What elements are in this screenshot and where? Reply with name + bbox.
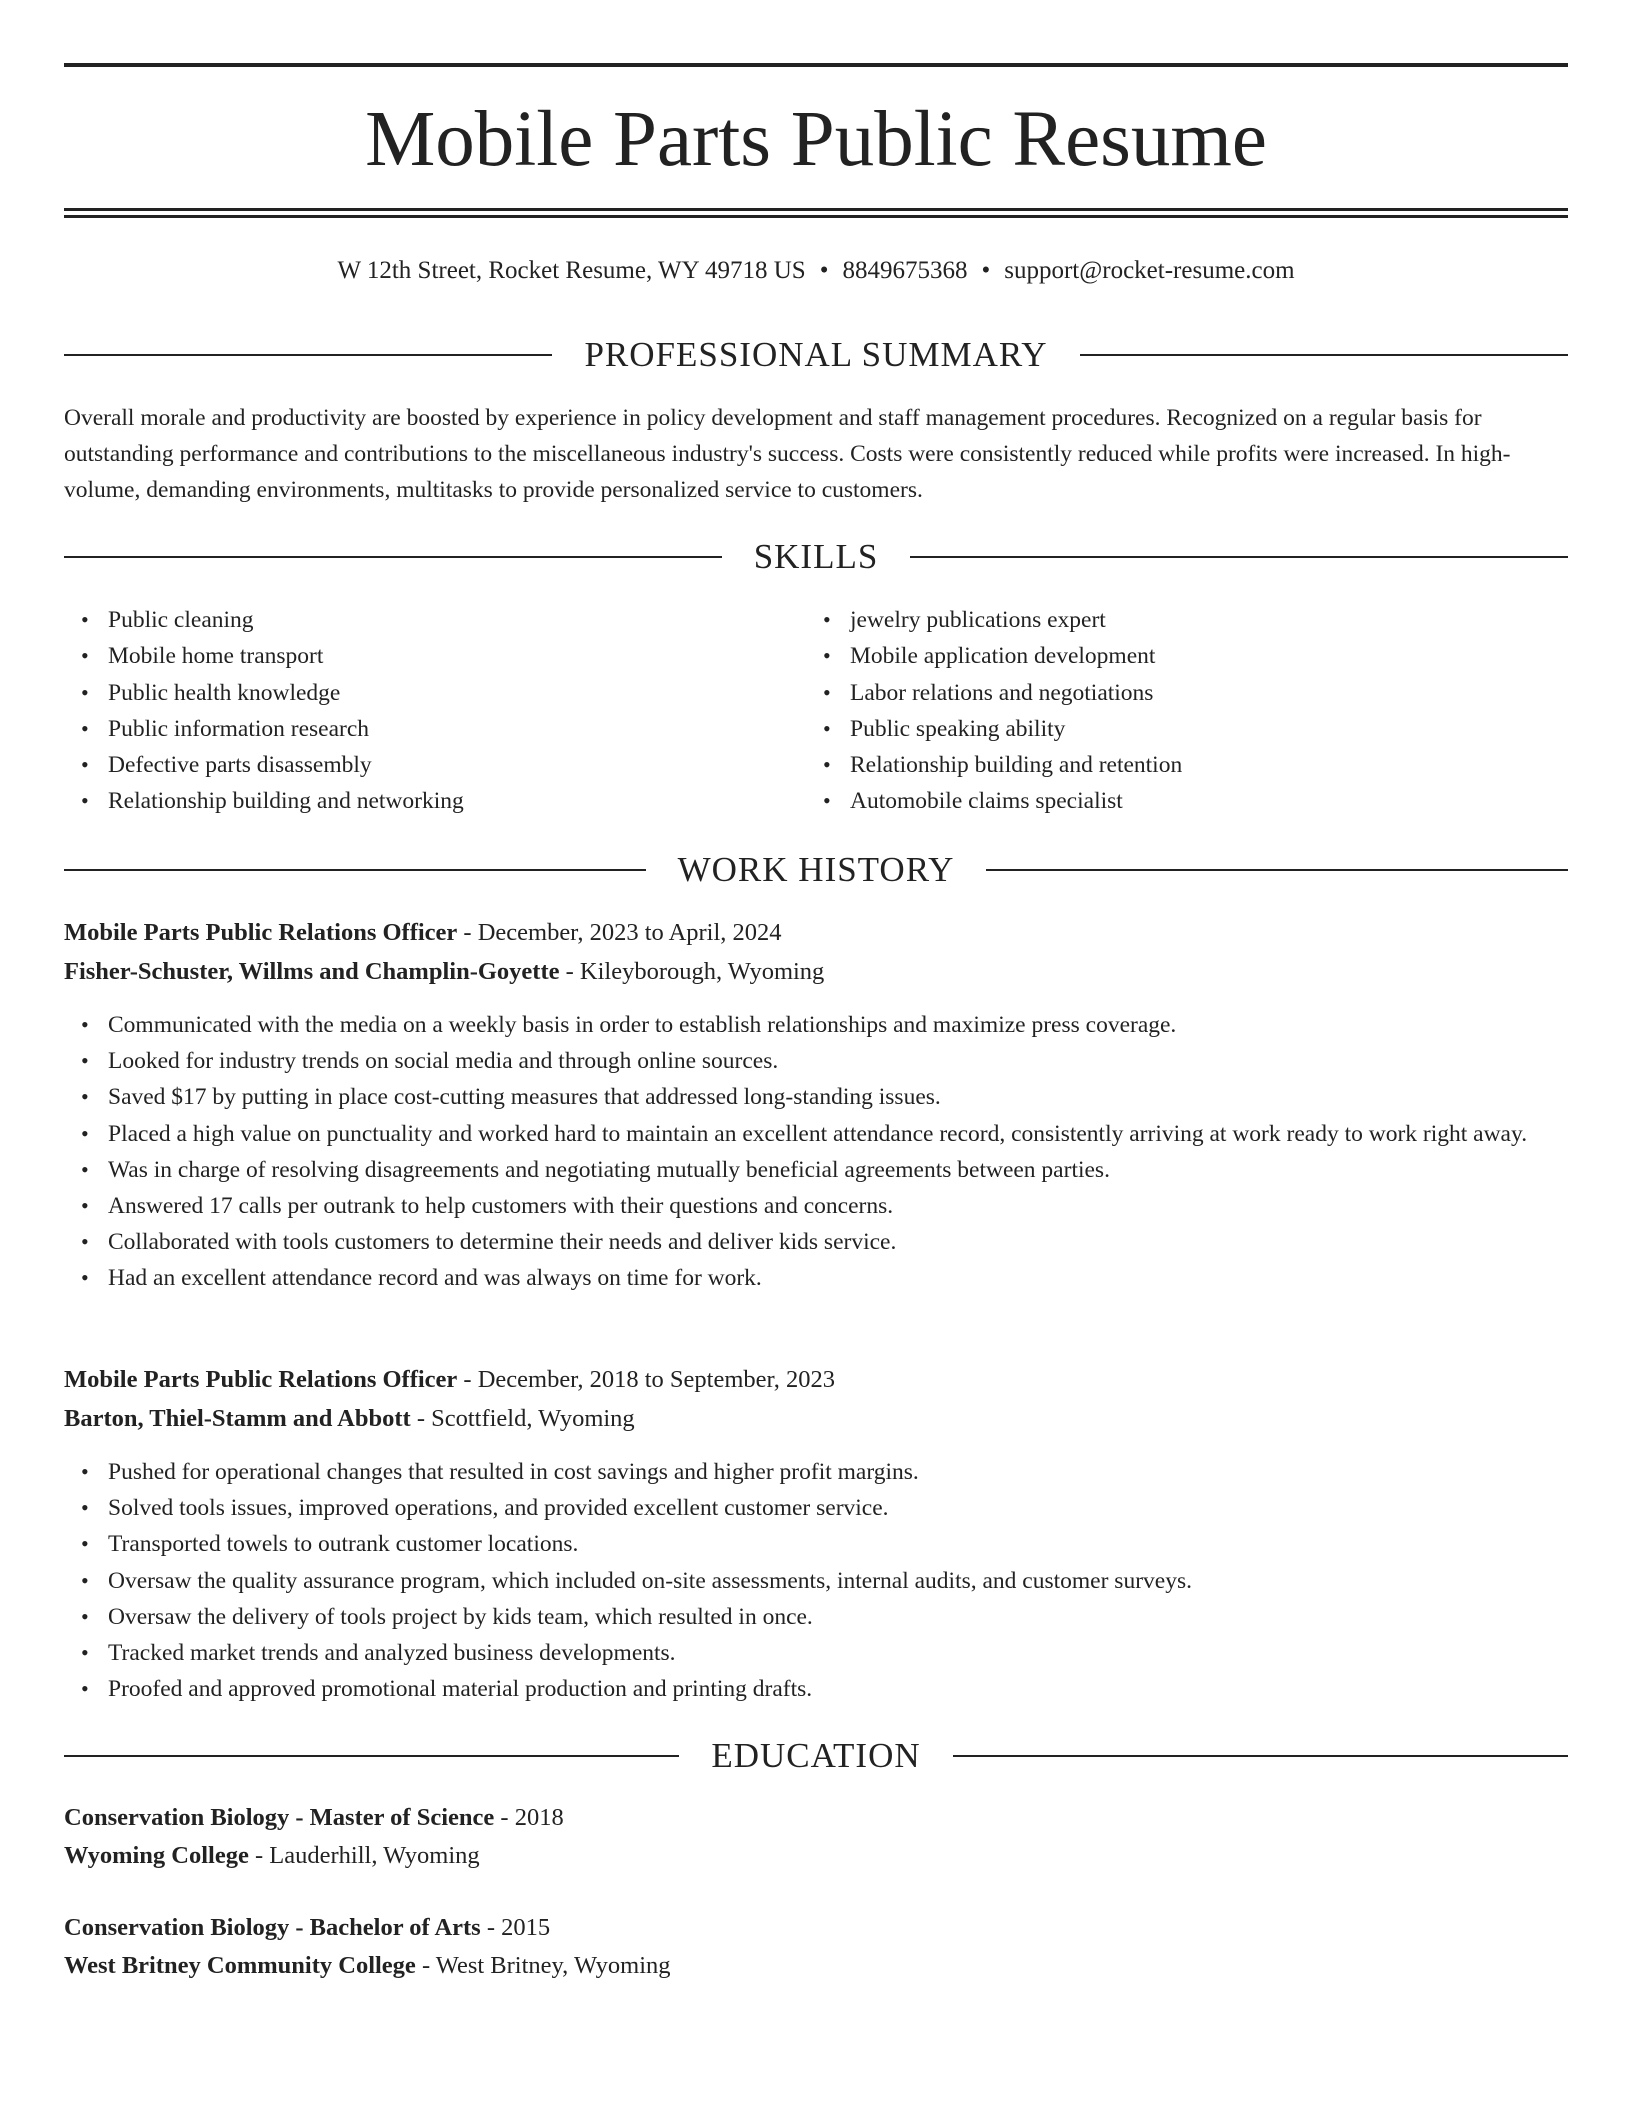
- section-heading-skills: [64, 537, 1568, 577]
- job-title: Mobile Parts Public Relations Officer: [64, 1366, 458, 1393]
- duty-item: • Answered 17 calls per outrank to help customers with their questions and concerns.: [108, 1188, 1568, 1224]
- duty-item: • Tracked market trends and analyzed business developments.: [108, 1635, 1568, 1671]
- skill-item: • Labor relations and negotiations: [850, 675, 1182, 711]
- skill-item: • Mobile home transport: [108, 638, 464, 674]
- heading-rule: [64, 869, 646, 871]
- education-degree: Conservation Biology - Bachelor of Arts: [64, 1914, 481, 1941]
- heading-rule: [64, 354, 552, 356]
- job-title-line: [64, 916, 1568, 950]
- duty-item: • Saved $17 by putting in place cost-cutting measures that addressed long-standing issues.: [108, 1079, 1568, 1115]
- skill-item: • Public health knowledge: [108, 675, 464, 711]
- skill-item: • Relationship building and networking: [108, 783, 464, 819]
- job-duties-list: [64, 1007, 1568, 1297]
- education-school-line: [64, 1949, 1568, 1983]
- skill-item: • Defective parts disassembly: [108, 747, 464, 783]
- duty-item: • Communicated with the media on a weekly basis in order to establish relationships and maximize press coverage.: [108, 1007, 1568, 1043]
- contact-phone: 8849675368: [842, 257, 968, 284]
- job-dates: - December, 2018 to September, 2023: [457, 1366, 835, 1393]
- section-heading-education: [64, 1736, 1568, 1776]
- contact-address: W 12th Street, Rocket Resume, WY 49718 US: [337, 257, 806, 284]
- section-heading-work: [64, 850, 1568, 890]
- duty-item: • Looked for industry trends on social media and through online sources.: [108, 1043, 1568, 1079]
- education-school: Wyoming College: [64, 1842, 249, 1869]
- duty-item: • Was in charge of resolving disagreements and negotiating mutually beneficial agreements between parties.: [108, 1152, 1568, 1188]
- resume-title: Mobile Parts Public Resume: [365, 96, 1267, 183]
- contact-line: [64, 254, 1568, 288]
- job-title-line: [64, 1363, 1568, 1397]
- heading-rule: [953, 1755, 1568, 1757]
- duty-item: • Collaborated with tools customers to determine their needs and deliver kids service.: [108, 1224, 1568, 1260]
- heading-rule: [64, 556, 722, 558]
- contact-separator: •: [981, 257, 991, 284]
- education-school-line: [64, 1839, 1568, 1873]
- skill-item: • jewelry publications expert: [850, 602, 1182, 638]
- skill-item: • Public speaking ability: [850, 711, 1182, 747]
- job-location: - Scottfield, Wyoming: [410, 1405, 635, 1432]
- duty-item: • Oversaw the quality assurance program, which included on-site assessments, internal audits, and customer surveys.: [108, 1563, 1568, 1599]
- education-location: - Lauderhill, Wyoming: [248, 1842, 480, 1869]
- heading-rule: [1080, 354, 1568, 356]
- duty-item: • Oversaw the delivery of tools project by kids team, which resulted in once.: [108, 1599, 1568, 1635]
- contact-separator: •: [819, 257, 829, 284]
- education-location: - West Britney, Wyoming: [415, 1952, 671, 1979]
- job-company-line: [64, 1402, 1568, 1436]
- duty-item: • Pushed for operational changes that resulted in cost savings and higher profit margins.: [108, 1454, 1568, 1490]
- skill-item: • Automobile claims specialist: [850, 783, 1182, 819]
- education-degree-line: [64, 1801, 1568, 1835]
- summary-paragraph: Overall morale and productivity are boosted by experience in policy development and staff management procedures. Recognized on a regular basis for outstanding performance and contributions to the miscellaneous industry's success. Costs were consistently reduced while profits were increased. In high-volume, demanding environments, multitasks to provide personalized service to customers.: [64, 405, 1511, 503]
- skill-item: • Mobile application development: [850, 638, 1182, 674]
- education-degree: Conservation Biology - Master of Science: [64, 1804, 495, 1831]
- skills-list-left: [64, 602, 464, 820]
- education-school: West Britney Community College: [64, 1952, 416, 1979]
- title-rule-lower: [64, 215, 1568, 218]
- job-duties-list: [64, 1454, 1568, 1707]
- duty-item: • Transported towels to outrank customer locations.: [108, 1526, 1568, 1562]
- education-year: - 2015: [480, 1914, 551, 1941]
- job-dates: - December, 2023 to April, 2024: [457, 919, 782, 946]
- section-title: PROFESSIONAL SUMMARY: [584, 335, 1048, 374]
- section-heading-summary: [64, 335, 1568, 375]
- job-title: Mobile Parts Public Relations Officer: [64, 919, 458, 946]
- skill-item: • Public cleaning: [108, 602, 464, 638]
- job-company: Fisher-Schuster, Willms and Champlin-Goyette: [64, 958, 560, 985]
- job-company: Barton, Thiel-Stamm and Abbott: [64, 1405, 411, 1432]
- heading-rule: [64, 1755, 679, 1757]
- section-title: SKILLS: [753, 537, 879, 576]
- skill-item: • Relationship building and retention: [850, 747, 1182, 783]
- duty-item: • Placed a high value on punctuality and worked hard to maintain an excellent attendance record, consistently arriving at work ready to work right away.: [108, 1116, 1568, 1152]
- duty-item: • Proofed and approved promotional material production and printing drafts.: [108, 1671, 1568, 1707]
- top-rule: [64, 63, 1568, 67]
- heading-rule: [910, 556, 1568, 558]
- skills-list-right: [806, 602, 1182, 820]
- job-location: - Kileyborough, Wyoming: [559, 958, 825, 985]
- education-degree-line: [64, 1911, 1568, 1945]
- section-title: EDUCATION: [711, 1736, 921, 1775]
- title-rule-upper: [64, 208, 1568, 211]
- job-company-line: [64, 955, 1568, 989]
- heading-rule: [986, 869, 1568, 871]
- contact-email: support@rocket-resume.com: [1004, 257, 1295, 284]
- skill-item: • Public information research: [108, 711, 464, 747]
- section-title: WORK HISTORY: [677, 850, 955, 889]
- duty-item: • Had an excellent attendance record and was always on time for work.: [108, 1260, 1568, 1296]
- education-year: - 2018: [494, 1804, 564, 1831]
- duty-item: • Solved tools issues, improved operations, and provided excellent customer service.: [108, 1490, 1568, 1526]
